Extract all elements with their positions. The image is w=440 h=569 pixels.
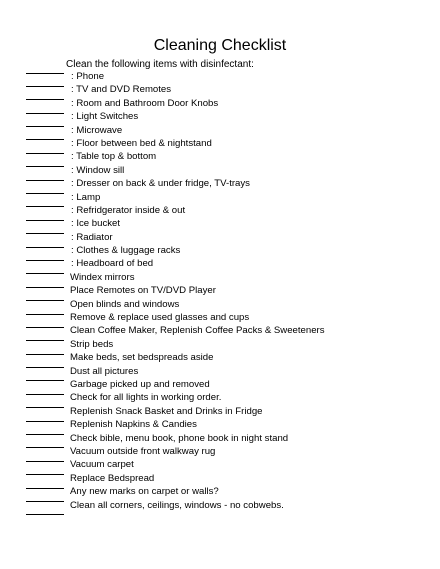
checklist-item-text: Replenish Snack Basket and Drinks in Fridge (70, 405, 263, 417)
checklist-item (0, 513, 440, 526)
checkbox-line (26, 354, 64, 355)
checklist-item-text: Open blinds and windows (70, 298, 180, 310)
checklist-item-text: : Refridgerator inside & out (71, 204, 186, 216)
checklist-item-text: : Microwave (71, 124, 123, 136)
checkbox-line (26, 327, 64, 328)
checklist-item-text: Vacuum carpet (70, 459, 134, 471)
checkbox-line (26, 514, 64, 515)
checklist-item (0, 433, 440, 446)
checklist-item (0, 285, 440, 298)
checklist-item-text: : Floor between bed & nightstand (71, 137, 212, 149)
checkbox-line (26, 260, 64, 261)
checklist-item-text: : Headboard of bed (71, 258, 154, 270)
checklist-item-text: : Light Switches (71, 111, 139, 123)
checklist-item-text: : Dresser on back & under fridge, TV-trays (71, 178, 250, 190)
checklist-item (0, 71, 440, 84)
checkbox-line (26, 380, 64, 381)
checklist-intro: Clean the following items with disinfectant: (66, 59, 254, 70)
checklist-item-text: : Window sill (71, 164, 125, 176)
checklist-item (0, 500, 440, 513)
checklist (0, 71, 440, 526)
checklist-item-text: Strip beds (70, 338, 114, 350)
checklist-item (0, 459, 440, 472)
checkbox-line (26, 180, 64, 181)
checkbox-line (26, 86, 64, 87)
checklist-item (0, 192, 440, 205)
checklist-item (0, 165, 440, 178)
checkbox-line (26, 139, 64, 140)
checkbox-line (26, 474, 64, 475)
checkbox-line (26, 287, 64, 288)
checkbox-line (26, 220, 64, 221)
checklist-item-text: : Ice bucket (71, 218, 121, 230)
checklist-item (0, 473, 440, 486)
checklist-item (0, 138, 440, 151)
checklist-item (0, 151, 440, 164)
checkbox-line (26, 153, 64, 154)
checklist-item (0, 419, 440, 432)
checklist-item (0, 218, 440, 231)
checkbox-line (26, 193, 64, 194)
checklist-item (0, 392, 440, 405)
checklist-item (0, 245, 440, 258)
checkbox-line (26, 273, 64, 274)
checklist-item-text: Check bible, menu book, phone book in night stand (70, 432, 289, 444)
checklist-item-text: Any new marks on carpet or walls? (70, 486, 219, 498)
checklist-item-text: Make beds, set bedspreads aside (70, 352, 214, 364)
checklist-item-text: Replace Bedspread (70, 472, 155, 484)
checklist-item-text: Clean Coffee Maker, Replenish Coffee Packs & Sweeteners (70, 325, 325, 337)
checklist-item (0, 98, 440, 111)
checklist-item-text: Vacuum outside front walkway rug (70, 445, 216, 457)
checklist-item (0, 232, 440, 245)
checkbox-line (26, 166, 64, 167)
checklist-item (0, 125, 440, 138)
checklist-item-text: : Phone (71, 71, 105, 82)
checkbox-line (26, 488, 64, 489)
checkbox-line (26, 394, 64, 395)
checkbox-line (26, 206, 64, 207)
checklist-item-text: Windex mirrors (70, 271, 135, 283)
checkbox-line (26, 113, 64, 114)
checklist-item (0, 299, 440, 312)
checkbox-line (26, 99, 64, 100)
checklist-item (0, 325, 440, 338)
checkbox-line (26, 73, 64, 74)
checklist-item (0, 366, 440, 379)
checklist-item-text: Remove & replace used glasses and cups (70, 312, 250, 324)
checklist-item (0, 406, 440, 419)
checklist-item-text: Dust all pictures (70, 365, 139, 377)
checkbox-line (26, 300, 64, 301)
checklist-item (0, 205, 440, 218)
checklist-item (0, 339, 440, 352)
checklist-item (0, 379, 440, 392)
checkbox-line (26, 340, 64, 341)
checkbox-line (26, 233, 64, 234)
checkbox-line (26, 126, 64, 127)
checklist-item-text: : TV and DVD Remotes (71, 84, 172, 96)
checkbox-line (26, 247, 64, 248)
checkbox-line (26, 501, 64, 502)
checklist-item (0, 312, 440, 325)
checklist-item (0, 446, 440, 459)
page-title: Cleaning Checklist (153, 37, 287, 54)
checkbox-line (26, 367, 64, 368)
checklist-item (0, 272, 440, 285)
checkbox-line (26, 421, 64, 422)
checklist-item-text: : Radiator (71, 231, 113, 243)
checkbox-line (26, 314, 64, 315)
checklist-item (0, 84, 440, 97)
checklist-item-text: Replenish Napkins & Candies (70, 419, 197, 431)
checklist-item-text: : Clothes & luggage racks (71, 245, 181, 257)
checklist-item-text: Check for all lights in working order. (70, 392, 222, 404)
checkbox-line (26, 447, 64, 448)
checklist-item-text: : Table top & bottom (71, 151, 157, 163)
checkbox-line (26, 434, 64, 435)
checklist-item-text: : Room and Bathroom Door Knobs (71, 97, 219, 109)
checklist-item (0, 111, 440, 124)
checklist-item (0, 352, 440, 365)
checkbox-line (26, 461, 64, 462)
checkbox-line (26, 407, 64, 408)
checklist-item (0, 258, 440, 271)
checklist-item-text: Garbage picked up and removed (70, 378, 210, 390)
checklist-item-text: : Lamp (71, 191, 101, 203)
checklist-item (0, 178, 440, 191)
checklist-item (0, 486, 440, 499)
checklist-item-text: Clean all corners, ceilings, windows - no cobwebs. (70, 499, 284, 511)
checklist-item-text: Place Remotes on TV/DVD Player (70, 285, 216, 297)
